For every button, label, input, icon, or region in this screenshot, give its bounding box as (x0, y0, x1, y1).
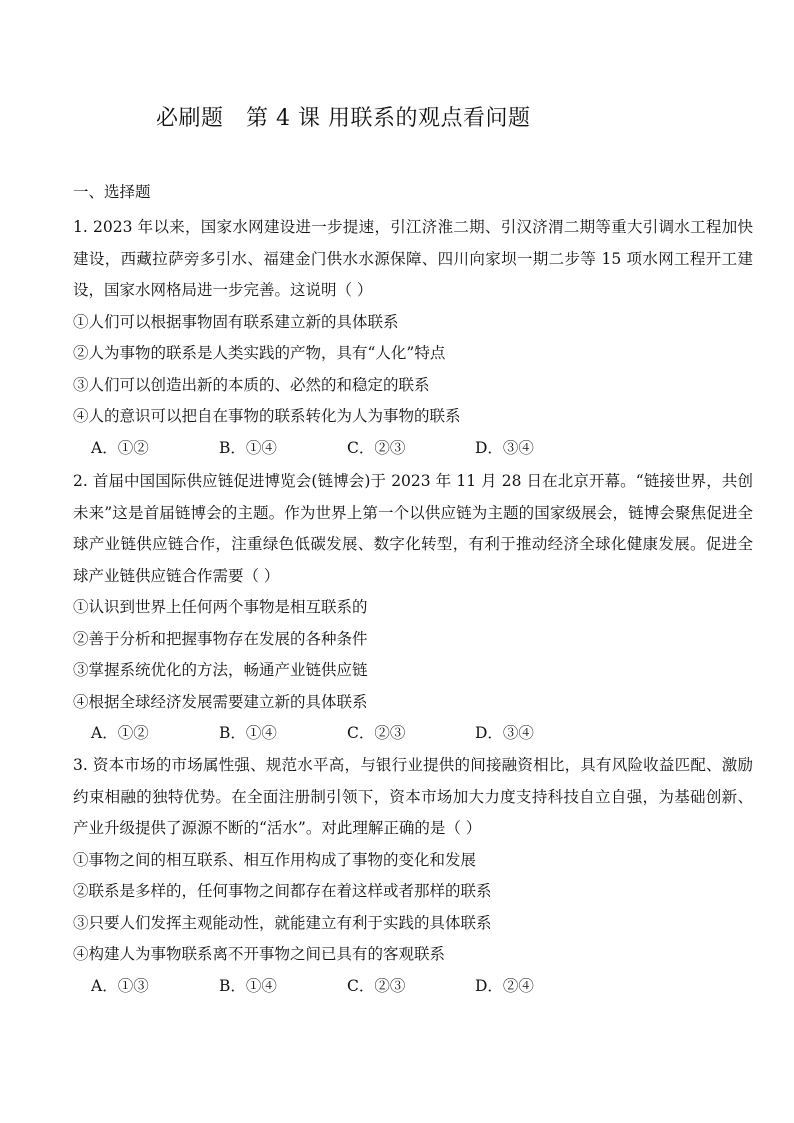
statement-3: ③只要人们发挥主观能动性，就能建立有利于实践的具体联系 (73, 913, 492, 932)
statement-3: ③掌握系统优化的方法，畅通产业链供应链 (73, 661, 368, 679)
statement-1: ①事物之间的相互联系、相互作用构成了事物的变化和发展 (73, 850, 477, 869)
question-stem: 2. 首届中国国际供应链促进博览会(链博会)于 2023 年 11 月 28 日在北京开幕。“链接世界，共创未来”这是首届链博会的主题。作为世界上第一个以供应链为主题的国家级展会，链博会聚焦促进全球产业链供应链合作，注重绿色低碳发展、数字化转型，有利于推动经济全球化健康发展。促进全球产业链供应链合作需要（ ） (73, 472, 753, 585)
page-title: 必刷题 第 4 课 用联系的观点看问题 (156, 106, 531, 131)
option-a: A．①② (91, 438, 149, 457)
statement-4: ④人的意识可以把自在事物的联系转化为人为事物的联系 (73, 407, 461, 425)
option-b: B．①④ (219, 724, 277, 742)
statement-2: ②善于分析和把握事物存在发展的各种条件 (73, 629, 368, 648)
statement-2: ②联系是多样的，任何事物之间都存在着这样或者那样的联系 (73, 882, 492, 900)
question-3 (73, 750, 753, 1002)
option-d: D．③④ (475, 724, 534, 742)
question-2 (73, 466, 753, 750)
answer-options (73, 718, 753, 750)
statement-4: ④根据全球经济发展需要建立新的具体联系 (73, 692, 368, 711)
statement-3: ③人们可以创造出新的本质的、必然的和稳定的联系 (73, 375, 430, 394)
option-a: A．①③ (91, 976, 149, 995)
option-a: A．①② (91, 724, 149, 742)
option-d: D．③④ (475, 438, 534, 457)
option-d: D．②④ (475, 976, 534, 995)
answer-options (73, 971, 753, 1003)
question-stem: 1. 2023 年以来，国家水网建设进一步提速，引江济淮二期、引汉济渭二期等重大引调水工程加快建设，西藏拉萨旁多引水、福建金门供水水源保障、四川向家坝一期二步等 15 项水网工程开工建设，国家水网格局进一步完善。这说明（ ） (73, 218, 753, 299)
statement-1: ①认识到世界上任何两个事物是相互联系的 (73, 598, 368, 616)
option-b: B．①④ (219, 438, 277, 457)
answer-options (73, 433, 753, 465)
option-c: C．②③ (347, 724, 406, 742)
question-stem: 3. 资本市场的市场属性强、规范水平高，与银行业提供的间接融资相比，具有风险收益匹配、激励约束相融的独特优势。在全面注册制引领下，资本市场加大力度支持科技自立自强，为基础创新、产业升级提供了源源不断的“活水”。对此理解正确的是（ ） (73, 756, 753, 837)
statement-2: ②人为事物的联系是人类实践的产物，具有“人化”特点 (73, 344, 446, 362)
option-b: B．①④ (219, 976, 277, 995)
question-1 (73, 212, 753, 464)
statement-1: ①人们可以根据事物固有联系建立新的具体联系 (73, 312, 399, 331)
option-c: C．②③ (347, 976, 406, 995)
section-heading: 一、选择题 (73, 183, 151, 201)
statement-4: ④构建人为事物联系离不开事物之间已具有的客观联系 (73, 945, 446, 963)
option-c: C．②③ (347, 438, 406, 457)
